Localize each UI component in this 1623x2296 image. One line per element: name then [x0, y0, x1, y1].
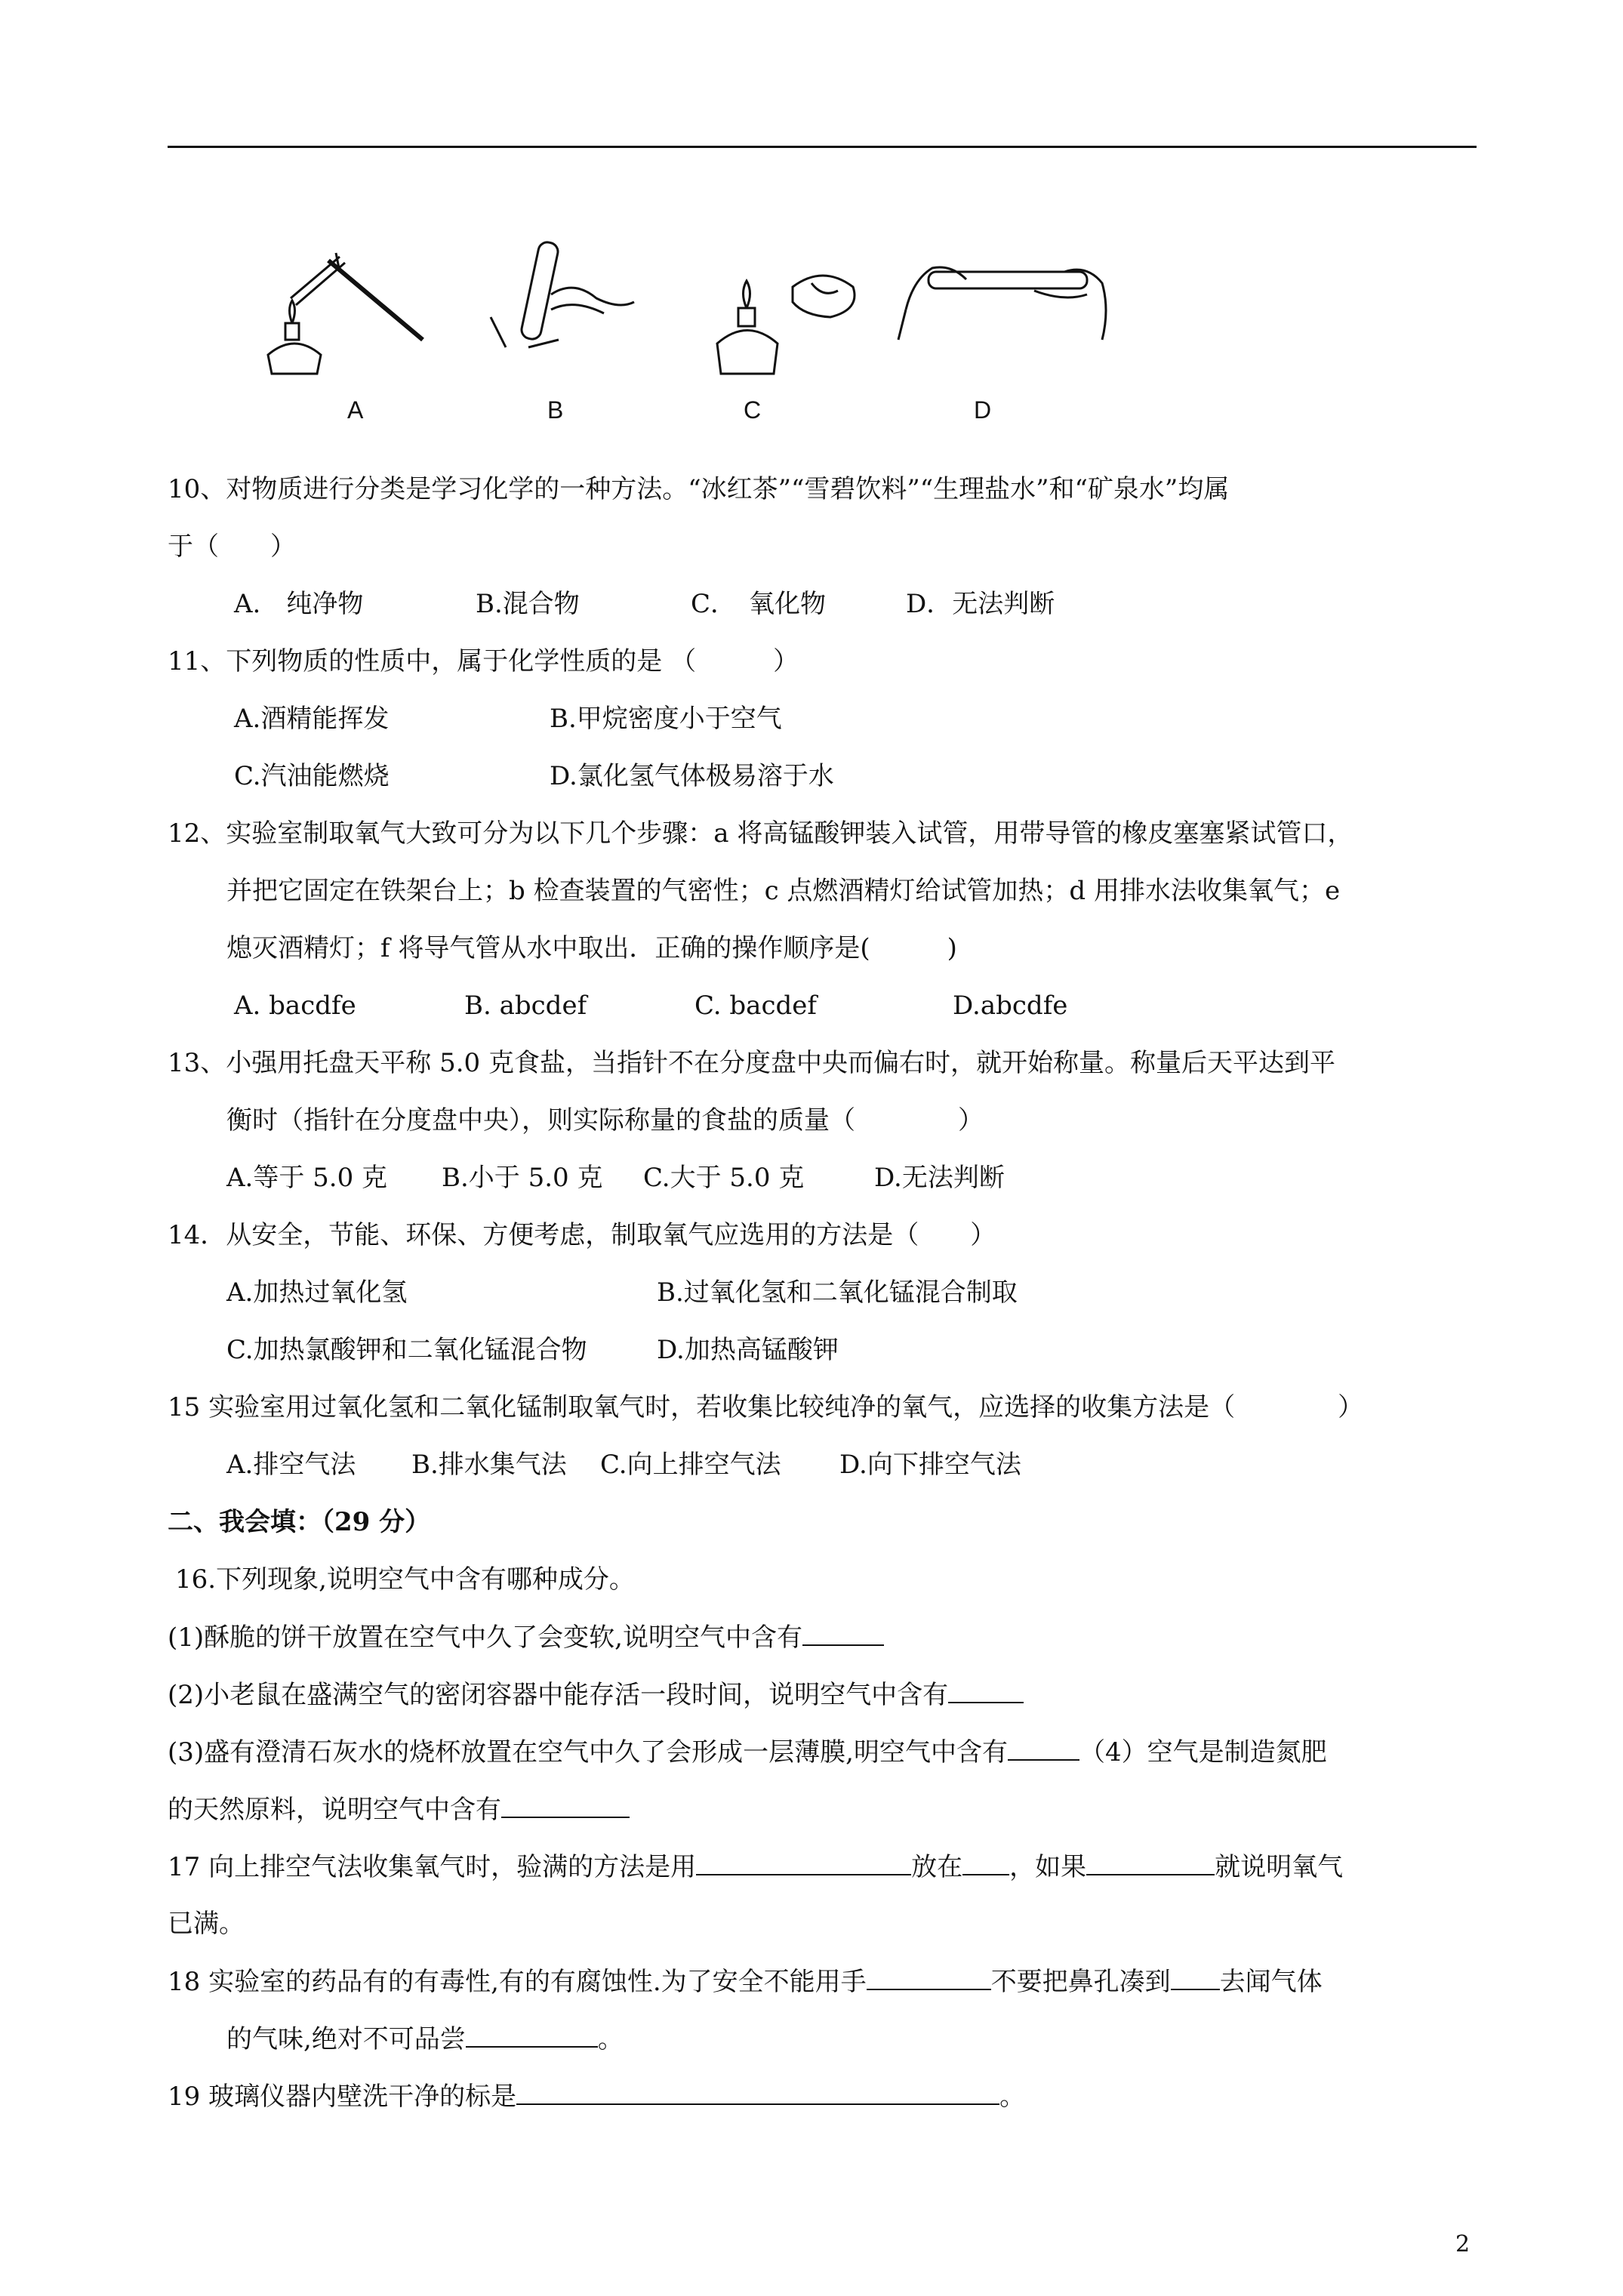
figure-label-b: B	[547, 396, 564, 424]
figure-label-d: D	[974, 396, 992, 424]
q10-option-c: C． 氧化物	[691, 589, 827, 619]
q11-option-c: C.汽油能燃烧	[234, 761, 390, 791]
header-rule	[168, 146, 1477, 148]
q16-stem: 16.下列现象,说明空气中含有哪种成分。	[175, 1564, 635, 1595]
q16-part1	[168, 1622, 884, 1653]
q13-option-a: A.等于 5.0 克	[226, 1163, 388, 1193]
q18-text-d: 的气味,绝对不可品尝	[226, 2024, 466, 2054]
q17-blank-2[interactable]	[962, 1851, 1009, 1875]
q12-option-a: A. bacdfe	[234, 991, 356, 1021]
page-number: 2	[1455, 2231, 1471, 2257]
q14-stem: 14．从安全，节能、环保、方便考虑，制取氧气应选用的方法是（ ）	[168, 1220, 996, 1250]
q11-stem: 11、下列物质的性质中，属于化学性质的是 （ ）	[168, 646, 799, 676]
q19-blank-1[interactable]	[516, 2081, 999, 2105]
q12-stem-line3: 熄灭酒精灯；f 将导气管从水中取出．正确的操作顺序是( )	[226, 933, 957, 963]
q16-part2-text: (2)小老鼠在盛满空气的密闭容器中能存活一段时间，说明空气中含有	[168, 1680, 949, 1710]
q13-option-d: D.无法判断	[874, 1163, 1005, 1193]
q12-stem-line1: 12、实验室制取氧气大致可分为以下几个步骤：a 将高锰酸钾装入试管，用带导管的橡皮塞塞紧试管口，	[168, 818, 1354, 849]
q16-blank-3[interactable]	[1008, 1737, 1079, 1761]
q18-blank-2[interactable]	[1171, 1966, 1220, 1990]
q11-option-d: D.氯化氢气体极易溶于水	[550, 761, 834, 791]
figure-label-c: C	[744, 396, 762, 424]
q18-line2	[226, 2023, 624, 2054]
q10-stem-line1: 10、对物质进行分类是学习化学的一种方法。“冰红茶”“雪碧饮料”“生理盐水”和“矿泉水”均属	[168, 474, 1230, 504]
q19-text-b: 。	[999, 2082, 1026, 2112]
q16-blank-2[interactable]	[948, 1679, 1024, 1703]
apparatus-c-icon	[717, 276, 855, 374]
q17-line1	[168, 1851, 1343, 1882]
q16-part2	[168, 1679, 1024, 1710]
q18-text-c: 去闻气体	[1219, 1967, 1323, 1997]
section-2-heading: 二、我会填：（29 分）	[168, 1507, 431, 1537]
apparatus-drawings	[249, 227, 1140, 393]
q18-text-b: 不要把鼻孔凑到	[990, 1967, 1171, 1997]
q12-option-b: B. abcdef	[464, 991, 587, 1021]
q19-line	[168, 2081, 1025, 2112]
q12-stem-line2: 并把它固定在铁架台上；b 检查装置的气密性；c 点燃酒精灯给试管加热；d 用排水法收集氧气；e	[226, 876, 1341, 906]
q14-option-c: C.加热氯酸钾和二氧化锰混合物	[226, 1335, 587, 1365]
q17-line2: 已满。	[168, 1909, 245, 1939]
q14-option-d: D.加热高锰酸钾	[657, 1335, 839, 1365]
q16-blank-1[interactable]	[802, 1622, 884, 1646]
apparatus-figure	[249, 227, 1140, 430]
q13-option-c: C.大于 5.0 克	[643, 1163, 805, 1193]
q16-part3	[168, 1737, 1327, 1767]
q15-option-b: B.排水集气法	[411, 1450, 567, 1480]
q10-option-d: D．无法判断	[906, 589, 1055, 619]
q16-blank-4[interactable]	[501, 1794, 630, 1818]
q17-blank-1[interactable]	[696, 1851, 911, 1875]
q11-option-a: A.酒精能挥发	[234, 704, 390, 734]
q10-option-b: B.混合物	[476, 589, 580, 619]
q15-option-a: A.排空气法	[226, 1450, 356, 1480]
q15-stem: 15 实验室用过氧化氢和二氧化锰制取氧气时，若收集比较纯净的氧气，应选择的收集方法是（ ）	[168, 1392, 1364, 1422]
q13-stem-line2: 衡时（指针在分度盘中央），则实际称量的食盐的质量（ ）	[226, 1105, 984, 1136]
q18-line1	[168, 1966, 1323, 1997]
q10-stem-line2: 于（ ）	[168, 532, 296, 562]
q17-text-d: 就说明氧气	[1215, 1852, 1344, 1882]
figure-label-a: A	[347, 396, 364, 424]
q17-text-c: ，如果	[1009, 1852, 1087, 1882]
q12-option-d: D.abcdfe	[953, 991, 1068, 1021]
q18-text-e: 。	[597, 2024, 624, 2054]
q17-text-b: 放在	[911, 1852, 963, 1882]
q18-text-a: 18 实验室的药品有的有毒性,有的有腐蚀性.为了安全不能用手	[168, 1967, 867, 1997]
q14-option-b: B.过氧化氢和二氧化锰混合制取	[657, 1277, 1018, 1308]
apparatus-b-icon	[491, 241, 634, 347]
q13-option-b: B.小于 5.0 克	[442, 1163, 603, 1193]
apparatus-d-icon	[898, 267, 1106, 340]
q18-blank-1[interactable]	[867, 1966, 991, 1990]
q10-option-a: A. 纯净物	[234, 589, 364, 619]
q13-stem-line1: 13、小强用托盘天平称 5.0 克食盐，当指针不在分度盘中央而偏右时，就开始称量。称量后天平达到平	[168, 1048, 1335, 1078]
q11-option-b: B.甲烷密度小于空气	[550, 704, 782, 734]
q14-option-a: A.加热过氧化氢	[226, 1277, 408, 1308]
q16-part4	[168, 1794, 630, 1825]
q15-option-c: C.向上排空气法	[600, 1450, 781, 1480]
q12-option-c: C. bacdef	[694, 991, 817, 1021]
q17-text-a: 17 向上排空气法收集氧气时，验满的方法是用	[168, 1852, 697, 1882]
q18-blank-3[interactable]	[466, 2023, 598, 2048]
q17-blank-3[interactable]	[1086, 1851, 1215, 1875]
q16-part3-text: (3)盛有澄清石灰水的烧杯放置在空气中久了会形成一层薄膜,明空气中含有	[168, 1737, 1008, 1767]
q16-part1-text: (1)酥脆的饼干放置在空气中久了会变软,说明空气中含有	[168, 1623, 802, 1653]
q16-part4-intro: （4）空气是制造氮肥	[1079, 1737, 1327, 1767]
q19-text-a: 19 玻璃仪器内壁洗干净的标是	[168, 2082, 517, 2112]
q15-option-d: D.向下排空气法	[839, 1450, 1021, 1480]
apparatus-a-icon	[268, 253, 423, 374]
q16-part4-text: 的天然原料，说明空气中含有	[168, 1795, 501, 1825]
